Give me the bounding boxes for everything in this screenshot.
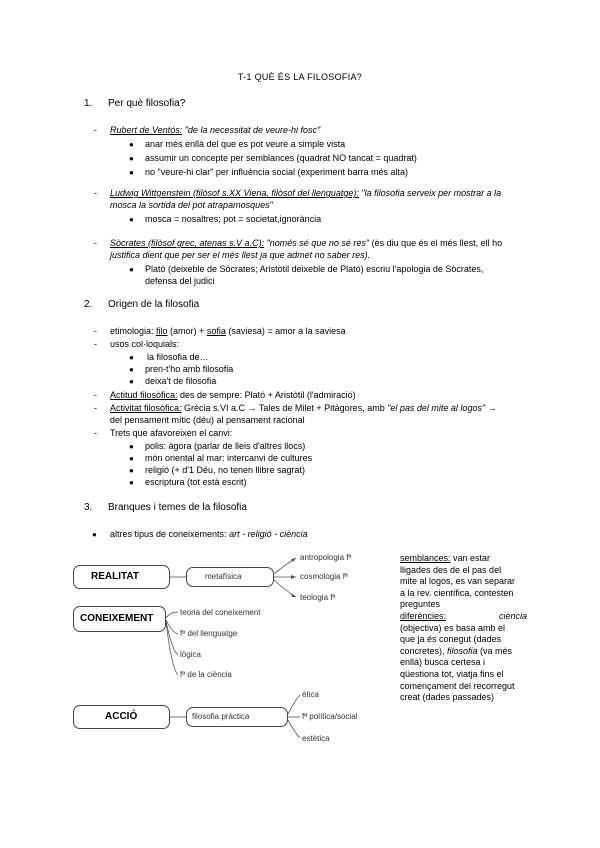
branch-label: teoria del coneixement (180, 608, 261, 617)
bullet-dot: ● (92, 530, 97, 539)
metafisica-label: metafísica (205, 572, 242, 581)
usos-item: pren-t'ho amb filosofia (145, 364, 234, 374)
socrates-quote: "només sé que no sé res" (266, 238, 370, 248)
section-1-heading: Per què filosofia? (108, 98, 186, 109)
altres-items: art - religió - ciència (229, 529, 308, 539)
side-line: mite al logos, es van separar (400, 576, 516, 587)
side-line: (objectiva) es basa amb el (400, 622, 506, 633)
usos-item: la filosofia de… (147, 352, 209, 362)
altres-label: altres tipus de coneixements: (110, 529, 230, 539)
bullet-dot: ● (129, 442, 134, 451)
branch-label: estètica (302, 734, 330, 743)
socrates-rest-2: justifica dient que per ser el més llest ja que admet no saber res). (110, 250, 371, 260)
branch-label: fª de la ciència (180, 670, 232, 679)
bullet-dot: ● (129, 478, 134, 487)
trets-item: món oriental al mar: intercanvi de cultures (145, 453, 313, 463)
side-text: (va més (477, 645, 513, 656)
section-2-heading: Origen de la filosofia (108, 299, 200, 310)
bullet-dot: ● (129, 365, 134, 374)
bullet-dot: ● (129, 466, 134, 475)
branch-label: antropologia fª (300, 553, 352, 562)
filosofia-word: filosofia (447, 645, 478, 656)
section-3-heading: Branques i temes de la filosofia (108, 502, 247, 513)
rubert-quote: "de la necessitat de veure-hi fosc" (184, 125, 321, 135)
trets-item: polis: àgora (parlar de lleis d'altres llocs) (145, 441, 306, 451)
trets-item: religió (+ d'1 Déu, no tenen llibre sagrat) (145, 465, 306, 475)
dash: - (94, 390, 97, 400)
bullet-dot: ● (129, 265, 134, 274)
side-line (400, 646, 527, 658)
branch-label: fª política/social (302, 712, 358, 721)
filo-word: filo (156, 326, 168, 336)
semblances-line (400, 553, 527, 565)
branch-label: lògica (180, 650, 201, 659)
sofia-word: sofia (206, 326, 226, 336)
wittgenstein-bullet: mosca = nosaltres; pot = societat,ignorància (145, 214, 322, 224)
branch-label: cosmologia fª (300, 572, 348, 581)
trets-label: Trets que afavoreixen el canvi: (110, 428, 233, 438)
dash: - (94, 188, 97, 198)
practica-label: filosofia pràctica (192, 712, 250, 721)
bullet-dot: ● (129, 377, 134, 386)
dash: - (94, 238, 97, 248)
accio-label: ACCIÓ (105, 711, 138, 722)
diferencies-label: diferències: (400, 610, 447, 621)
diferencies-line (400, 611, 527, 623)
semblances-label: semblances: (400, 553, 451, 563)
dash: - (94, 403, 97, 413)
dash: - (94, 326, 97, 336)
side-line: que ja és conegut (dades (400, 634, 502, 645)
rubert-bullet: anar més enllà del que es pot veure a simple vista (145, 139, 346, 149)
page-title: T-1 QUÈ ÉS LA FILOSOFIA? (237, 72, 363, 82)
coneixement-label: CONEIXEMENT (80, 613, 154, 624)
side-text: concretes), (400, 645, 448, 656)
bullet-dot: ● (129, 154, 134, 163)
side-notes (400, 553, 527, 704)
section-2-number: 2. (84, 299, 93, 310)
wittgenstein-quote-2: mosca la sortida del pot atrapamosques" (110, 200, 273, 210)
branch-label: fª del llenguatge (180, 629, 238, 638)
actitud-label: Actitud filosòfica: (110, 390, 178, 400)
usos-item: deixa't de filosofia (145, 376, 217, 386)
rubert-bullet: no "veure-hi clar" per influència social (experiment barra més alta) (145, 167, 409, 177)
bullet-dot: ● (129, 454, 134, 463)
trets-item: escriptura (tot està escrit) (145, 477, 247, 487)
etimologia-mid: (amor) + (167, 326, 207, 336)
activitat-quote: "el pas del mite al logos" (387, 403, 486, 413)
arrow-icon: → (485, 403, 497, 413)
bullet-dot: ● (129, 140, 134, 149)
dash: - (94, 339, 97, 349)
semblances-text: van estar (450, 553, 491, 563)
socrates-bullet-2: defensa del judici (145, 276, 215, 286)
side-line: qüestiona tot, viatja fins el (400, 668, 504, 679)
dash: - (94, 125, 97, 135)
branch-label: ètica (302, 690, 319, 699)
section-3-number: 3. (84, 502, 93, 513)
side-line: creat (dades passades) (400, 692, 495, 703)
bullet-dot: ● (129, 215, 134, 224)
dash: - (94, 428, 97, 438)
side-line: preguntes (400, 599, 441, 610)
wittgenstein-quote-1: "la filosofia serveix per mostrar a la (361, 188, 502, 198)
socrates-rest: (és diu que és el més llest, ell ho (371, 238, 503, 248)
bullet-dot: ● (129, 353, 134, 362)
actitud-text: des de sempre: Plató + Aristòtil (l'admiració) (177, 390, 356, 400)
branch-label: teologia fª (300, 593, 336, 602)
activitat-label: Activitat filosòfica: (110, 403, 182, 413)
etimologia-label: etimologia: (110, 326, 157, 336)
bullet-dot: ● (129, 168, 134, 177)
side-line: enllà) busca certesa i (400, 657, 486, 668)
wittgenstein-name: Ludwig Wittgenstein (filòsof s.XX Viena, filòsof del llenguatge): (110, 188, 359, 198)
side-line: a la rev. científica, contesten (400, 587, 514, 598)
socrates-bullet-1: Plató (deixeble de Sòcrates; Aristòtil deixeble de Plató) escriu l'apologia de Sòcrates, (145, 264, 484, 274)
rubert-name: Rubert de Ventós: (110, 125, 183, 135)
socrates-name: Sòcrates (filòsof grec, atenas s.V a.C): (110, 238, 265, 248)
side-line: lligades des de el pas del (400, 564, 502, 575)
ciencia-word: ciència (498, 610, 527, 621)
side-line: començament del recorregut (400, 680, 515, 691)
rubert-bullet: assumir un concepte per semblances (quadrat NO tancat = quadrat) (145, 153, 417, 163)
realitat-label: REALITAT (91, 571, 139, 582)
etimologia-post: (saviesa) = amor a la saviesa (225, 326, 346, 336)
usos-label: usos col·loquials: (110, 339, 180, 349)
activitat-line-2: del pensament mític (déu) al pensament racional (110, 415, 305, 425)
activitat-text: Grècia s.VI a.C → Tales de Milet + Pitàgores, amb (181, 403, 388, 413)
section-1-number: 1. (84, 98, 93, 109)
